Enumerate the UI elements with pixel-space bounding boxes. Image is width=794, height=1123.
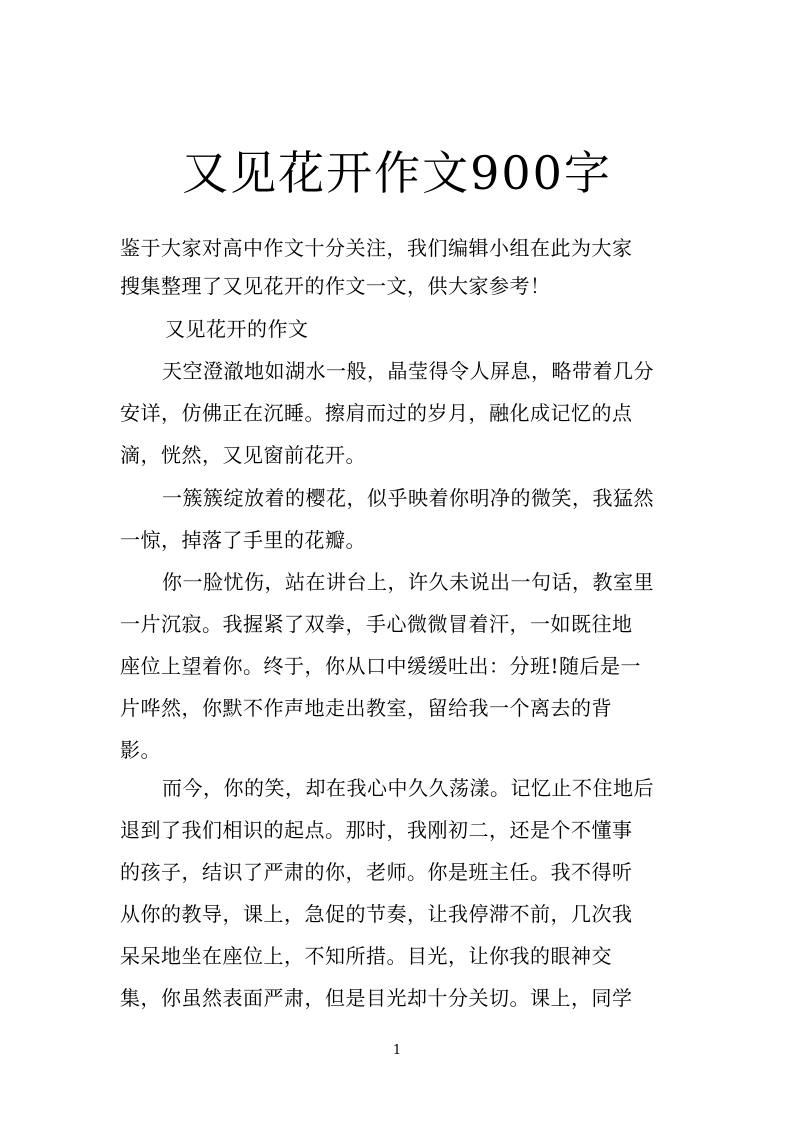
body-line-14: 而今，你的笑，却在我心中久久荡漾。记忆止不住地后 [162,776,654,800]
body-line-2: 搜集整理了又见花开的作文一文，供大家参考！ [120,274,551,298]
body-line-15: 退到了我们相识的起点。那时，我刚初二，还是个不懂事 [120,818,633,842]
body-line-4: 天空澄澈地如湖水一般，晶莹得令人屏息，略带着几分 [162,359,654,383]
body-line-13: 影。 [120,738,161,762]
body-line-5: 安详，仿佛正在沉睡。擦肩而过的岁月，融化成记忆的点 [120,401,633,425]
body-line-19: 集，你虽然表面严肃，但是目光却十分关切。课上，同学 [120,986,633,1010]
body-line-9: 你一脸忧伤，站在讲台上，许久未说出一句话，教室里 [162,570,654,594]
body-line-10: 一片沉寂。我握紧了双拳，手心微微冒着汗，一如既往地 [120,612,633,636]
body-line-12: 片哗然，你默不作声地走出教室，留给我一个离去的背 [120,696,612,720]
section-heading: 又见花开的作文 [165,317,309,341]
page-number: 1 [392,1043,402,1058]
body-line-7: 一簇簇绽放着的樱花，似乎映着你明净的微笑，我猛然 [162,486,654,510]
document-title: 又见花开作文900字 [182,146,612,200]
body-line-11: 座位上望着你。终于，你从口中缓缓吐出：分班!随后是一 [120,654,642,678]
body-line-16: 的孩子，结识了严肃的你，老师。你是班主任。我不得听 [120,860,633,884]
body-line-18: 呆呆地坐在座位上，不知所措。目光，让你我的眼神交 [120,944,612,968]
body-line-8: 一惊，掉落了手里的花瓣。 [120,528,366,552]
body-line-1: 鉴于大家对高中作文十分关注，我们编辑小组在此为大家 [120,236,633,260]
body-line-17: 从你的教导，课上，急促的节奏，让我停滞不前，几次我 [120,902,633,926]
body-line-6: 滴，恍然，又见窗前花开。 [120,443,366,467]
